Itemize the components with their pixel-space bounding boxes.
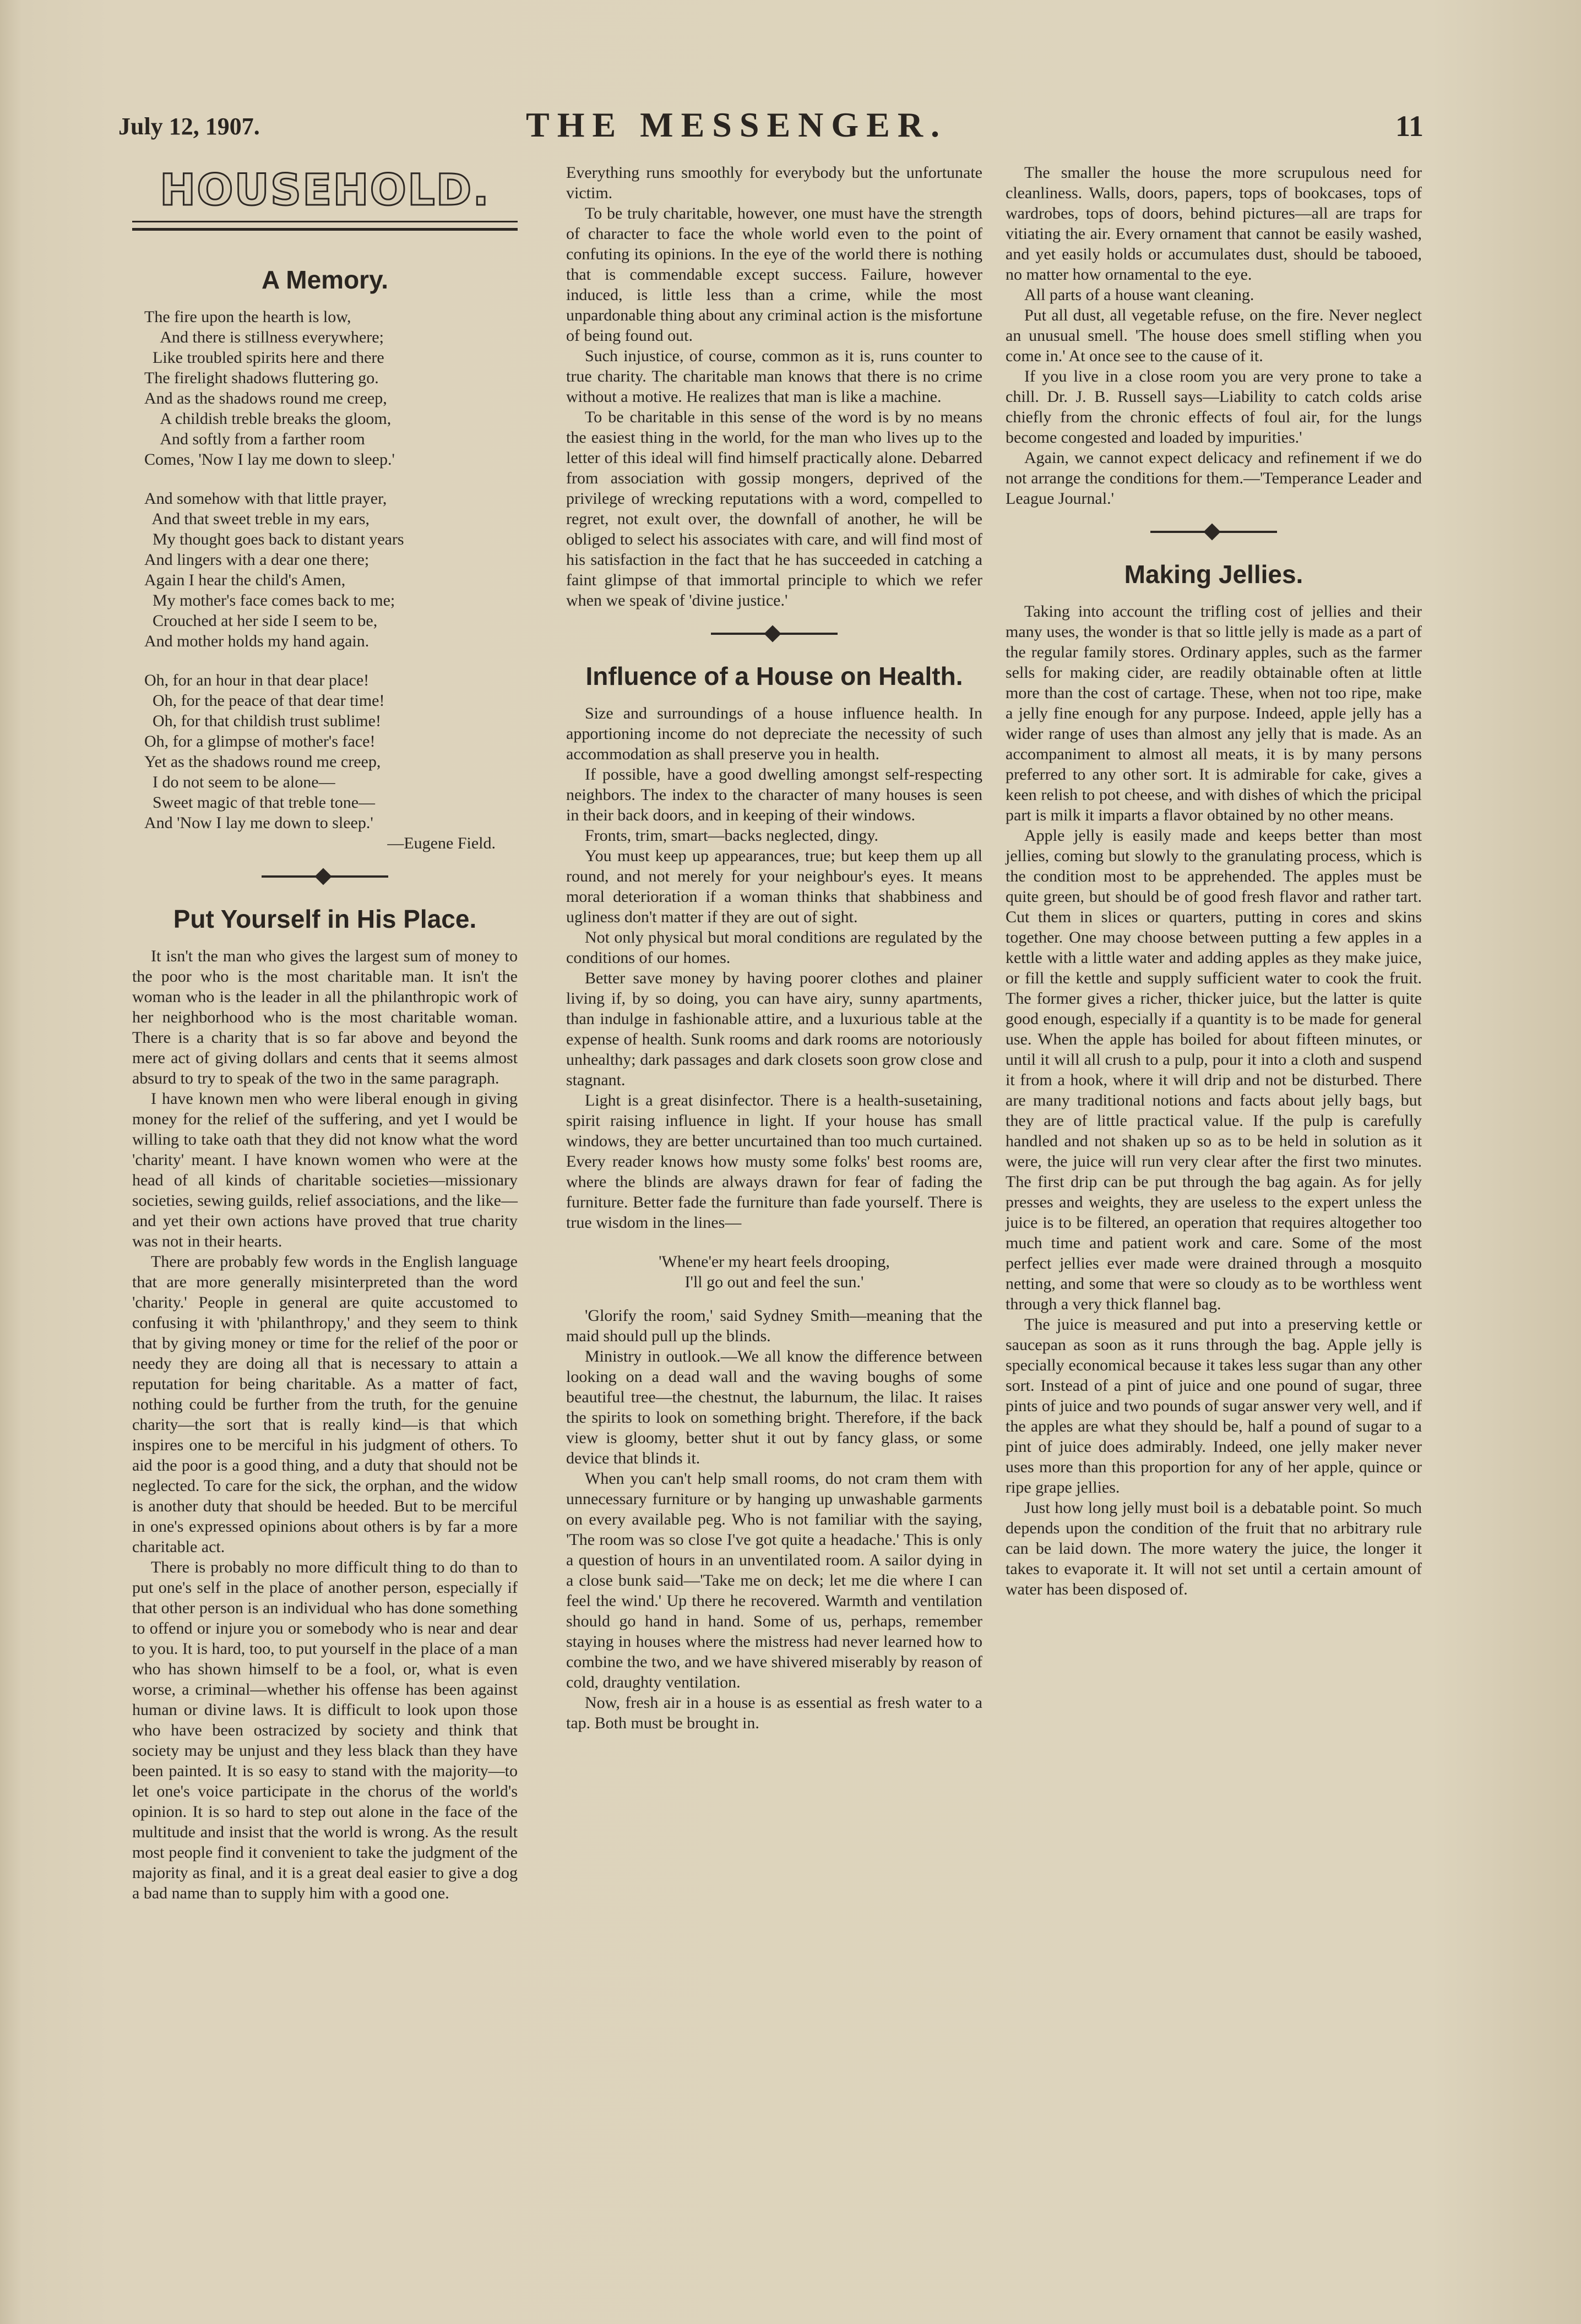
- paragraph: Put all dust, all vegetable refuse, on the fire. Never neglect an unusual smell. 'The house does smell stifling when you come in.' At once see to the cause of it.: [1006, 306, 1422, 365]
- poem-line: And mother holds my hand again.: [144, 632, 370, 650]
- poem-line: Oh, for a glimpse of mother's face!: [144, 732, 376, 750]
- poem-title: A Memory.: [261, 265, 389, 294]
- paragraph: You must keep up appearances, true; but keep them up all round, and not merely for your neighbour's eyes. It means moral deterioration if a woman thinks that shabbiness and ugliness don't matter if they are out of sight.: [566, 847, 982, 926]
- poem-line: Like troubled spirits here and there: [144, 349, 384, 367]
- paragraph: The juice is measured and put into a preserving kettle or saucepan as soon as it runs through the bag. Apple jelly is specially economical because it takes less sugar than any other sort. Instead of a pint of juice and one pound of sugar, three pints of juice and two pounds of sugar answer very well, and if the apples are what they should be, half a pound of sugar to a pint of juice does admirably. Indeed, one jelly maker never uses more than this proportion for any of her apple, quince or ripe grape jellies.: [1006, 1315, 1422, 1496]
- poem-line: And somehow with that little prayer,: [144, 489, 387, 508]
- poem-line: Sweet magic of that treble tone—: [144, 793, 376, 812]
- poem-stanza-2: [144, 488, 518, 651]
- paragraph: I have known men who were liberal enough in giving money for the relief of the suffering, and yet I would be willing to take oath that they did not know what the word 'charity' meant. I have known women who were at the head of all kinds of charitable societies—missionary societies, sewing guilds, relief associations, and the like—and yet their own actions have proved that true charity was not in their hearts.: [132, 1090, 518, 1250]
- section-separator: [711, 633, 838, 635]
- verse-line: I'll go out and feel the sun.': [684, 1273, 864, 1291]
- paragraph: Fronts, trim, smart—backs neglected, dingy.: [585, 826, 878, 845]
- verse-line: 'Whene'er my heart feels drooping,: [659, 1253, 890, 1271]
- newspaper-title: THE MESSENGER.: [526, 105, 948, 144]
- paragraph: If you live in a close room you are very prone to take a chill. Dr. J. B. Russell says—Liability to catch colds arise chiefly from the chronic effects of foul air, for the lungs become congested and loaded by impurities.': [1006, 367, 1422, 447]
- poem-line: Again I hear the child's Amen,: [144, 571, 346, 589]
- poem-line: And softly from a farther room: [144, 430, 365, 448]
- article-title: Put Yourself in His Place.: [173, 905, 477, 933]
- poem-line: And lingers with a dear one there;: [144, 551, 370, 569]
- paragraph: If possible, have a good dwelling amongst self-respecting neighbors. The index to the character of many houses is seen in their back doors, and in keeping of their windows.: [566, 765, 982, 824]
- paragraph: There are probably few words in the English language that are more generally misinterpreted than the word 'charity.' People in general are quite accustomed to confusing it with 'philanthropy,' and they seem to think that by giving money or time for the relief of the poor or needy they are doing all that is necessary to attain a reputation for being charitable. As a matter of fact, nothing could be further from the truth, for the genuine charity—the sort that is really kind—is that which inspires one to be merciful in his judgment of others. To aid the poor is a good thing, and a duty that should not be neglected. To care for the sick, the orphan, and the widow is another duty that should be heeded. But to be merciful in one's expressed opinions about others is by far a more charitable act.: [132, 1253, 518, 1556]
- quoted-verse: [566, 1251, 982, 1292]
- paragraph: Size and surroundings of a house influence health. In apportioning income do not depreciate the necessity of such accommodation as shall preserve you in health.: [566, 704, 982, 763]
- section-separator: [1150, 531, 1277, 533]
- paragraph: Not only physical but moral conditions are regulated by the conditions of our homes.: [566, 928, 982, 967]
- poem-line: Oh, for the peace of that dear time!: [144, 692, 385, 710]
- article-title: Making Jellies.: [1124, 560, 1303, 589]
- poem-line: And as the shadows round me creep,: [144, 389, 387, 407]
- paragraph: To be truly charitable, however, one must have the strength of character to face the whole world even to the point of confuting its opinions. In the eye of the world there is nothing that is commendable except success. Failure, however induced, is little less than a crime, while the most unpardonable thing about any criminal action is the misfortune of being found out.: [566, 204, 982, 345]
- poem-line: And 'Now I lay me down to sleep.': [144, 814, 373, 832]
- poem-line: A childish treble breaks the gloom,: [144, 410, 392, 428]
- poem-line: Oh, for an hour in that dear place!: [144, 671, 370, 689]
- column-3: [1006, 162, 1422, 1599]
- paragraph: To be charitable in this sense of the word is by no means the easiest thing in the world, for the man who lives up to the letter of this ideal will find himself practically alone. Debarred from association with gossip mongers, deprived of the privilege of wrecking reputations with a word, compelled to regret, not exult over, the downfall of another, he will be obliged to select his associates with care, and will find most of his satisfaction in the fact that he has succeeded in catching a faint glimpse of that immortal principle to which we refer when we speak of 'divine justice.': [566, 408, 982, 609]
- column-2: [566, 162, 982, 1733]
- paragraph: Just how long jelly must boil is a debatable point. So much depends upon the condition of the fruit that no arbitrary rule can be laid down. The more watery the juice, the longer it takes to evaporate it. It will not set until a certain amount of water has been disposed of.: [1006, 1499, 1422, 1598]
- poem-line: My mother's face comes back to me;: [144, 591, 395, 609]
- paragraph: Now, fresh air in a house is as essential as fresh water to a tap. Both must be brought in.: [566, 1694, 982, 1732]
- paragraph: Taking into account the trifling cost of jellies and their many uses, the wonder is that so little jelly is made as a part of the regular family stores. Ordinary apples, such as the farmer sells for making cider, are readily obtainable often at little more than the cost of cartage. These, when not too ripe, make a jelly fine enough for any purpose. Indeed, apple jelly has a wider range of uses than almost any jelly that is made. As an accompaniment to almost all meats, it is by many persons preferred to any other sort. It is admirable for cake, gives a keen relish to pot cheese, and with dishes of which the pricipal part is milk it imparts a flavor obtained by no other means.: [1006, 602, 1422, 824]
- paragraph: Light is a great disinfector. There is a health-susetaining, spirit raising influence in light. If your house has small windows, they are better uncurtained than too much curtained. Every reader knows how musty some folks' best rooms are, where the blinds are always drawn for fear of fading the furniture. Better fade the furniture than fade yourself. There is true wisdom in the lines—: [566, 1091, 982, 1232]
- section-rule: [132, 221, 518, 231]
- paragraph: Such injustice, of course, common as it is, runs counter to true charity. The charitable man knows that there is no crime without a motive. He realizes that man is like a machine.: [566, 347, 982, 406]
- poem-stanza-1: [144, 307, 518, 470]
- poem-line: Comes, 'Now I lay me down to sleep.': [144, 450, 395, 469]
- poem-line: And there is stillness everywhere;: [144, 328, 384, 346]
- poem-stanza-3: [144, 670, 518, 833]
- poem-line: I do not seem to be alone—: [144, 773, 335, 791]
- paragraph: There is probably no more difficult thing to do than to put one's self in the place of another person, especially if that other person is an individual who has done something to offend or injure you or somebody who is near and dear to you. It is hard, too, to put yourself in the place of a man who has shown himself to be a fool, or, what is even worse, a criminal—whether his offense has been against human or divine laws. It is difficult to look upon those who have been ostracized by society and think that society may be unjust and they less black than they have been painted. It is so easy to stand with the majority—to let one's voice participate in the chorus of the world's opinion. It is so hard to step out alone in the face of the multitude and insist that the world is wrong. As the result most people find it convenient to take the judgment of the majority as final, and it is a great deal easier to give a dog a bad name than to supply him with a good one.: [132, 1558, 518, 1902]
- poem-line: Yet as the shadows round me creep,: [144, 753, 381, 771]
- masthead: [118, 105, 1424, 154]
- poem-attribution: —Eugene Field.: [387, 834, 496, 852]
- paragraph: Everything runs smoothly for everybody but the unfortunate victim.: [566, 164, 982, 202]
- paragraph: It isn't the man who gives the largest sum of money to the poor who is the most charitable man. It isn't the woman who is the leader in all the philanthropic work of her neighborhood who is the most charitable woman. There is a charity that is so far above and beyond the mere act of giving dollars and cents that it seems almost absurd to try to speak of the two in the same paragraph.: [132, 947, 518, 1087]
- poem-line: Crouched at her side I seem to be,: [144, 612, 378, 630]
- paragraph: Apple jelly is easily made and keeps better than most jellies, coming but slowly to the granulating process, which is the condition most to be apprehended. The apples must be quite green, but should be of good fresh flavor and rather tart. Cut them in slices or quarters, putting in cores and skins together. One may choose between putting a few apples in a kettle with a little water and adding apples as they make juice, or fill the kettle and supply sufficient water to cook the fruit. The former gives a richer, thicker juice, but the latter is quite good enough, especially if a quantity is to be made for general use. When the apple has boiled for about fifteen minutes, or until it will all crush to a pulp, pour it into a cloth and suspend it from a hook, where it will drip and not be disturbed. There are many traditional notions and facts about jelly bags, but they are of little practical value. If the pulp is carefully handled and not shaken up so as to be held in solution as it were, the juice will run very clear after the first two minutes. The first drip can be put through the bag again. As for jelly presses and weights, they are useless to the expert unless the juice is to be filtered, an operation that requires altogether too much time and patient work and care. Some of the most perfect jellies ever made were drained through a mosquito netting, and some that were so cloudy as to be worthless went through a very thick flannel bag.: [1006, 826, 1422, 1313]
- paragraph: Ministry in outlook.—We all know the difference between looking on a dead wall and the waving boughs of some beautiful tree—the chestnut, the laburnum, the lilac. It raises the spirits to look on something bright. Therefore, if the back view is gloomy, better shut it out by fancy glass, or some device that blinds it.: [566, 1347, 982, 1467]
- paragraph: Better save money by having poorer clothes and plainer living if, by so doing, you can have airy, sunny apartments, than indulge in fashionable attire, and a luxurious table at the expense of health. Sunk rooms and dark rooms are notoriously unhealthy; dark passages and dark closets soon grow close and stagnant.: [566, 969, 982, 1089]
- paragraph: The smaller the house the more scrupulous need for cleanliness. Walls, doors, papers, tops of bookcases, tops of wardrobes, tops of doors, behind pictures—all are traps for vitiating the air. Every ornament that cannot be easily washed, and yet easily holds or accumulates dust, should be tabooed, no matter how ornamental to the eye.: [1006, 164, 1422, 284]
- article-title: Influence of a House on Health.: [585, 662, 963, 690]
- page-number: 11: [1395, 110, 1424, 143]
- poem-line: And that sweet treble in my ears,: [144, 510, 370, 528]
- paragraph: All parts of a house want cleaning.: [1024, 286, 1254, 304]
- section-separator: [262, 875, 388, 878]
- poem-line: My thought goes back to distant years: [144, 530, 404, 548]
- poem-line: The fire upon the hearth is low,: [144, 308, 351, 326]
- column-1: [132, 162, 518, 1903]
- paragraph: 'Glorify the room,' said Sydney Smith—meaning that the maid should pull up the blinds.: [566, 1307, 982, 1345]
- poem-line: Oh, for that childish trust sublime!: [144, 712, 381, 730]
- poem-line: The firelight shadows fluttering go.: [144, 369, 379, 387]
- issue-date: July 12, 1907.: [118, 113, 260, 140]
- section-title: HOUSEHOLD.: [159, 166, 491, 215]
- paragraph: When you can't help small rooms, do not cram them with unnecessary furniture or by hanging up unwashable garments on every available peg. Who is not familiar with the saying, 'The room was so close I've got quite a headache.' This is only a question of hours in an unventilated room. A sailor dying in a close bunk said—'Take me on deck; let me die where I can feel the wind.' Up there he recovered. Warmth and ventilation should go hand in hand. Some of us, perhaps, remember staying in houses where the mistress had never learned how to combine the two, and we have shivered miserably by reason of cold, draughty ventilation.: [566, 1469, 982, 1691]
- paragraph: Again, we cannot expect delicacy and refinement if we do not arrange the conditions for them.—'Temperance Leader and League Journal.': [1006, 449, 1422, 508]
